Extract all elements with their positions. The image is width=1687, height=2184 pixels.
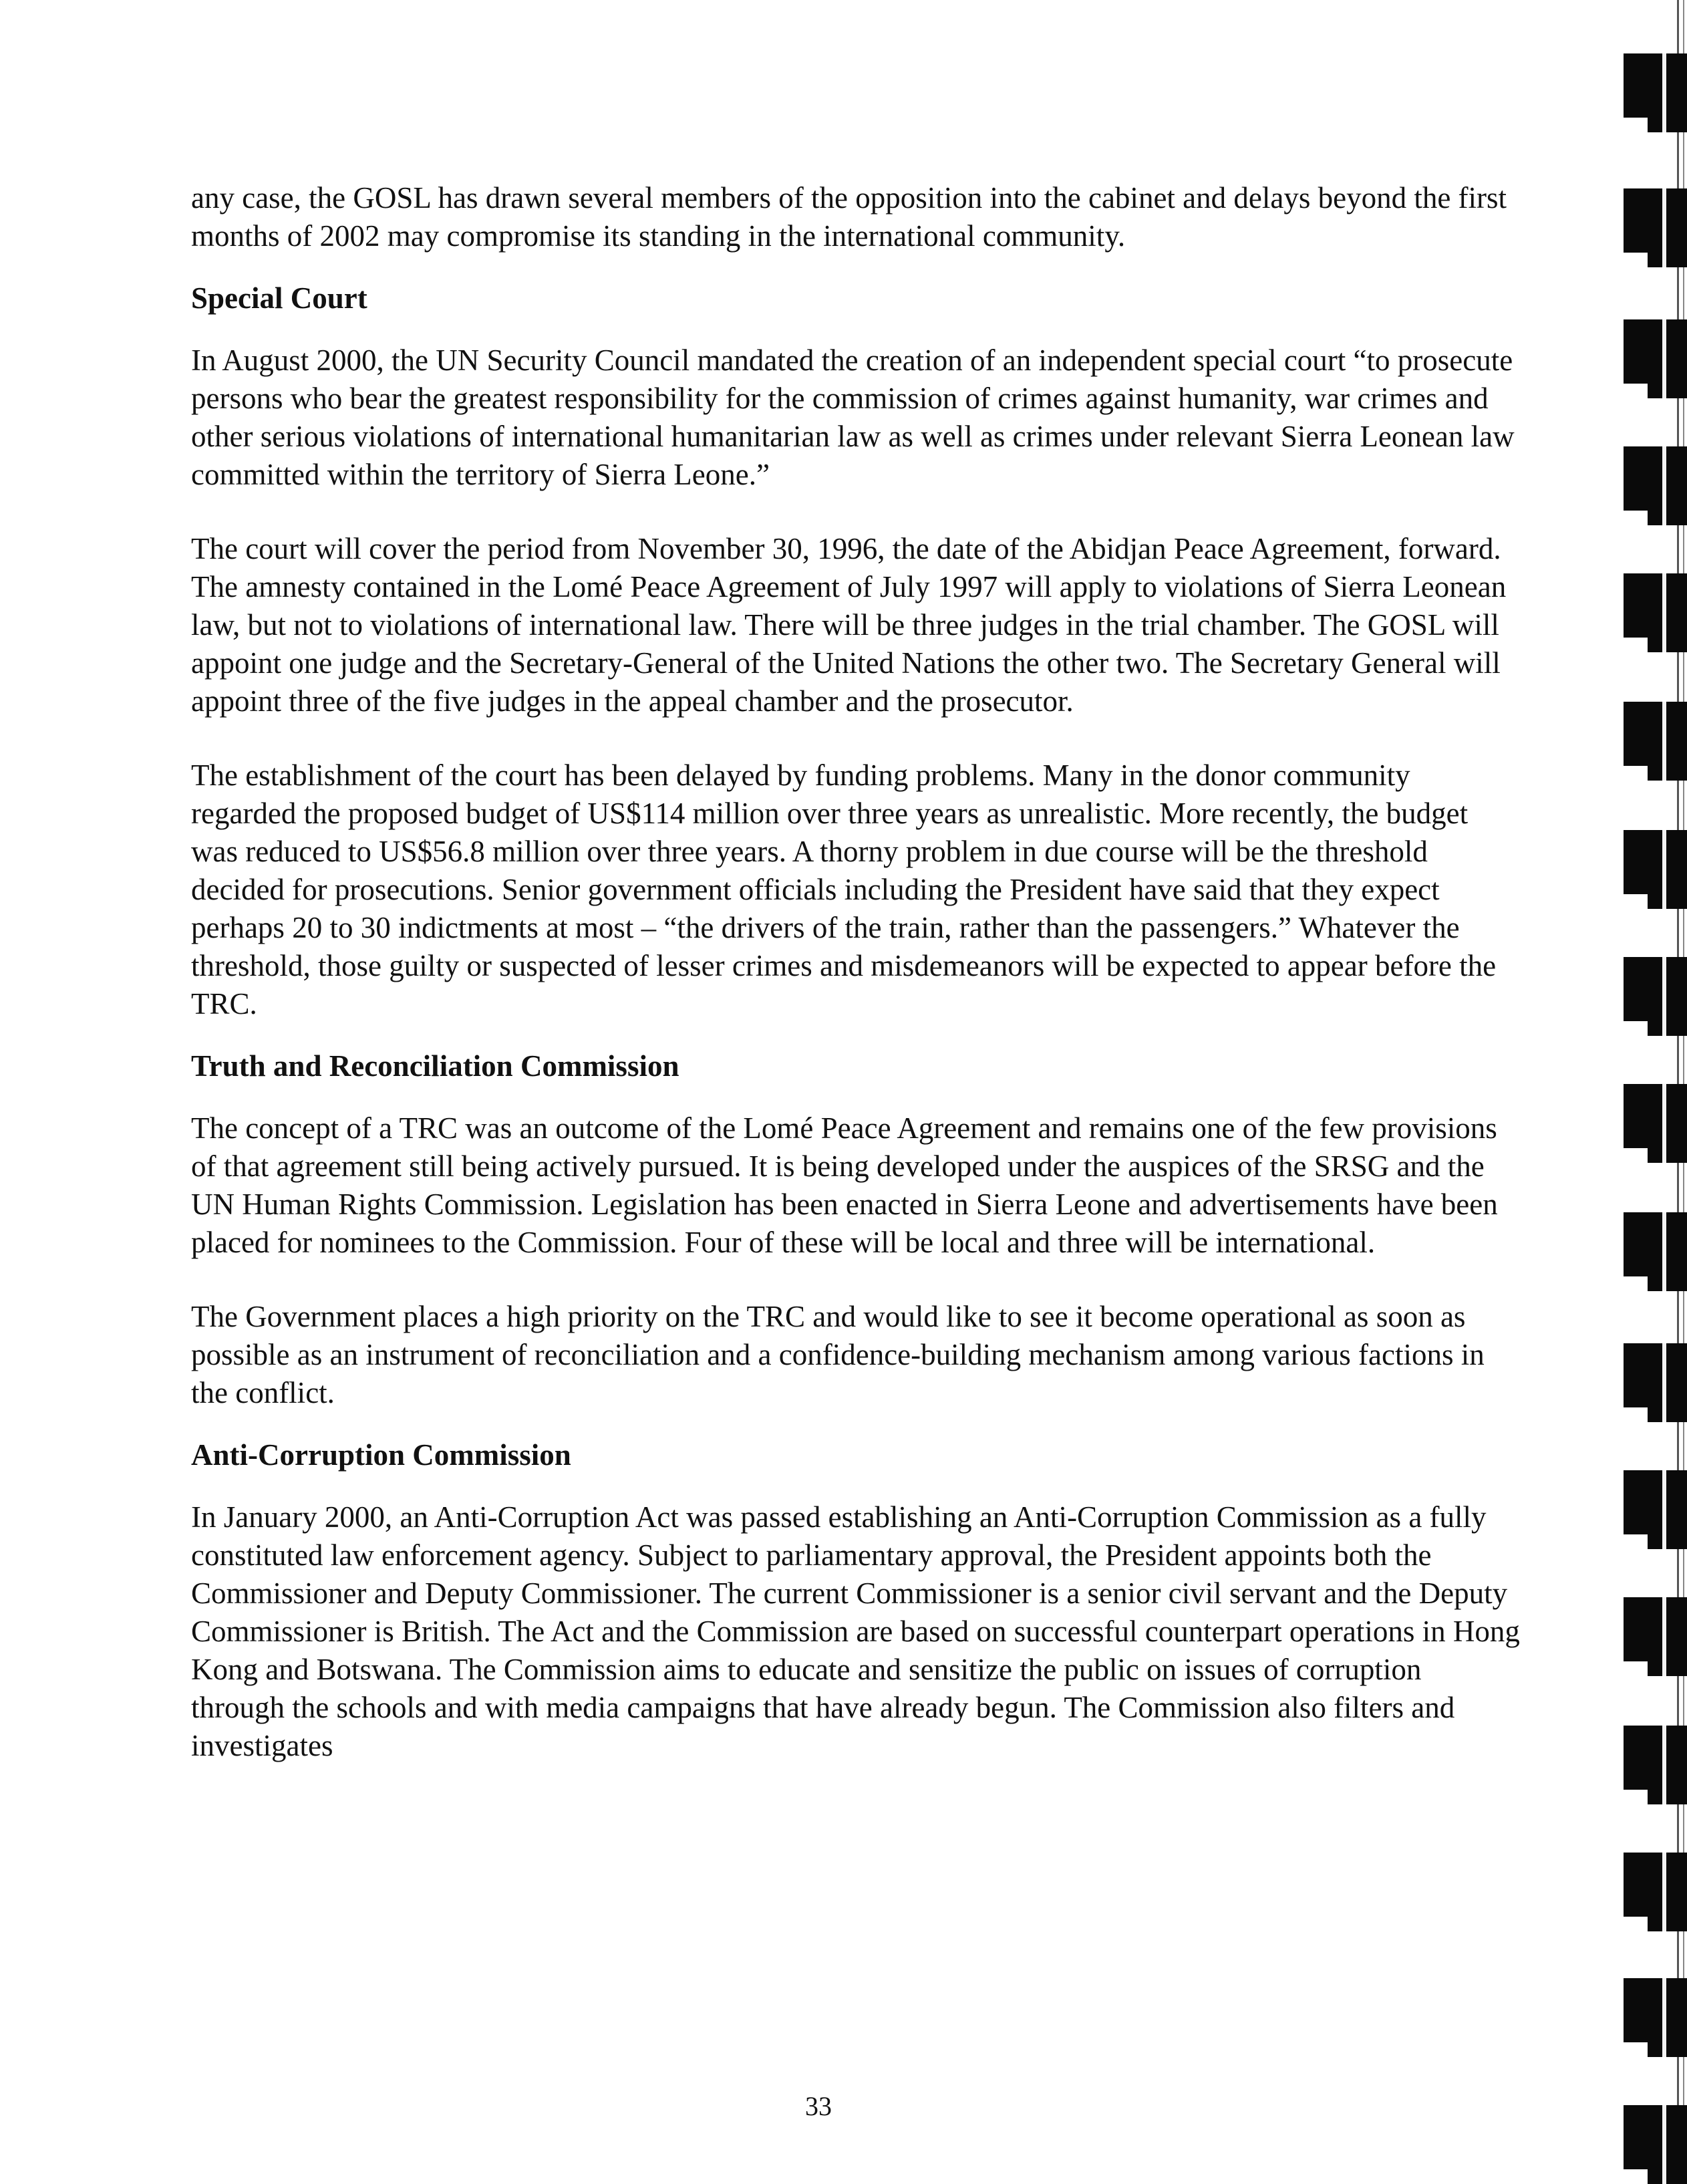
- binding-ring: [1624, 1597, 1687, 1676]
- binding-ring: [1624, 2105, 1687, 2184]
- binding-ring: [1624, 573, 1687, 652]
- binding-ring: [1624, 957, 1687, 1036]
- anti-corruption-heading: Anti-Corruption Commission: [191, 1438, 571, 1472]
- intro-paragraph: any case, the GOSL has drawn several members of the opposition into the cabinet and delays beyond the first months of 2002 may compromise its standing in the international community.: [191, 181, 1507, 253]
- trc-paragraph-2: The Government places a high priority on the TRC and would like to see it become operational as soon as possible as an instrument of reconciliation and a confidence-building mechanism among various factions in the conflict.: [191, 1300, 1485, 1409]
- special-court-paragraph-1: In August 2000, the UN Security Council mandated the creation of an independent special court “to prosecute persons who bear the greatest responsibility for the commission of crimes against humanity, war crimes and other serious violations of international humanitarian law as well as crimes under relevant Sierra Leonean law committed within the territory of Sierra Leone.”: [191, 344, 1515, 491]
- document-body: [191, 179, 1521, 1765]
- special-court-paragraph-2: The court will cover the period from November 30, 1996, the date of the Abidjan Peace Agreement, forward. The amnesty contained in the Lomé Peace Agreement of July 1997 will apply to violations of Sierra Leonean law, but not to violations of international law. There will be three judges in the trial chamber. The GOSL will appoint one judge and the Secretary-General of the United Nations the other two. The Secretary General will appoint three of the five judges in the appeal chamber and the prosecutor.: [191, 532, 1507, 718]
- special-court-paragraph-3: The establishment of the court has been delayed by funding problems. Many in the donor community regarded the proposed budget of US$114 million over three years as unrealistic. More recently, the budget was reduced to US$56.8 million over three years. A thorny problem in due course will be the threshold decided for prosecutions. Senior government officials including the President have said that they expect perhaps 20 to 30 indictments at most – “the drivers of the train, rather than the passengers.” Whatever the threshold, those guilty or suspected of lesser crimes and misdemeanors will be expected to appear before the TRC.: [191, 759, 1497, 1020]
- binding-ring: [1624, 1853, 1687, 1931]
- page-number: 33: [805, 2091, 832, 2121]
- binding-ring: [1624, 1343, 1687, 1422]
- anti-corruption-paragraph-1: In January 2000, an Anti-Corruption Act was passed establishing an Anti-Corruption Commission as a fully constituted law enforcement agency. Subject to parliamentary approval, the President appoints both the Commissioner and Deputy Commissioner. The current Commissioner is a senior civil servant and the Deputy Commissioner is British. The Act and the Commission are based on successful counterpart operations in Hong Kong and Botswana. The Commission aims to educate and sensitize the public on issues of corruption through the schools and with media campaigns that have already begun. The Commission also filters and investigates: [191, 1500, 1520, 1762]
- binding-ring: [1624, 830, 1687, 909]
- binding-ring: [1624, 446, 1687, 525]
- binding-ring: [1624, 1084, 1687, 1163]
- special-court-heading: Special Court: [191, 281, 367, 315]
- binding-ring: [1624, 1470, 1687, 1549]
- trc-paragraph-1: The concept of a TRC was an outcome of the Lomé Peace Agreement and remains one of the few provisions of that agreement still being actively pursued. It is being developed under the auspices of the SRSG and the UN Human Rights Commission. Legislation has been enacted in Sierra Leone and advertisements have been placed for nominees to the Commission. Four of these will be local and three will be international.: [191, 1111, 1498, 1259]
- binding-ring: [1624, 1978, 1687, 2057]
- binding-ring: [1624, 319, 1687, 398]
- binding-ring: [1624, 1726, 1687, 1804]
- binding-ring: [1624, 188, 1687, 267]
- trc-heading: Truth and Reconciliation Commission: [191, 1049, 679, 1083]
- binding-ring: [1624, 702, 1687, 781]
- binding-ring: [1624, 1212, 1687, 1291]
- binding-ring: [1624, 53, 1687, 132]
- spiral-binding-decoration: [1614, 0, 1687, 2161]
